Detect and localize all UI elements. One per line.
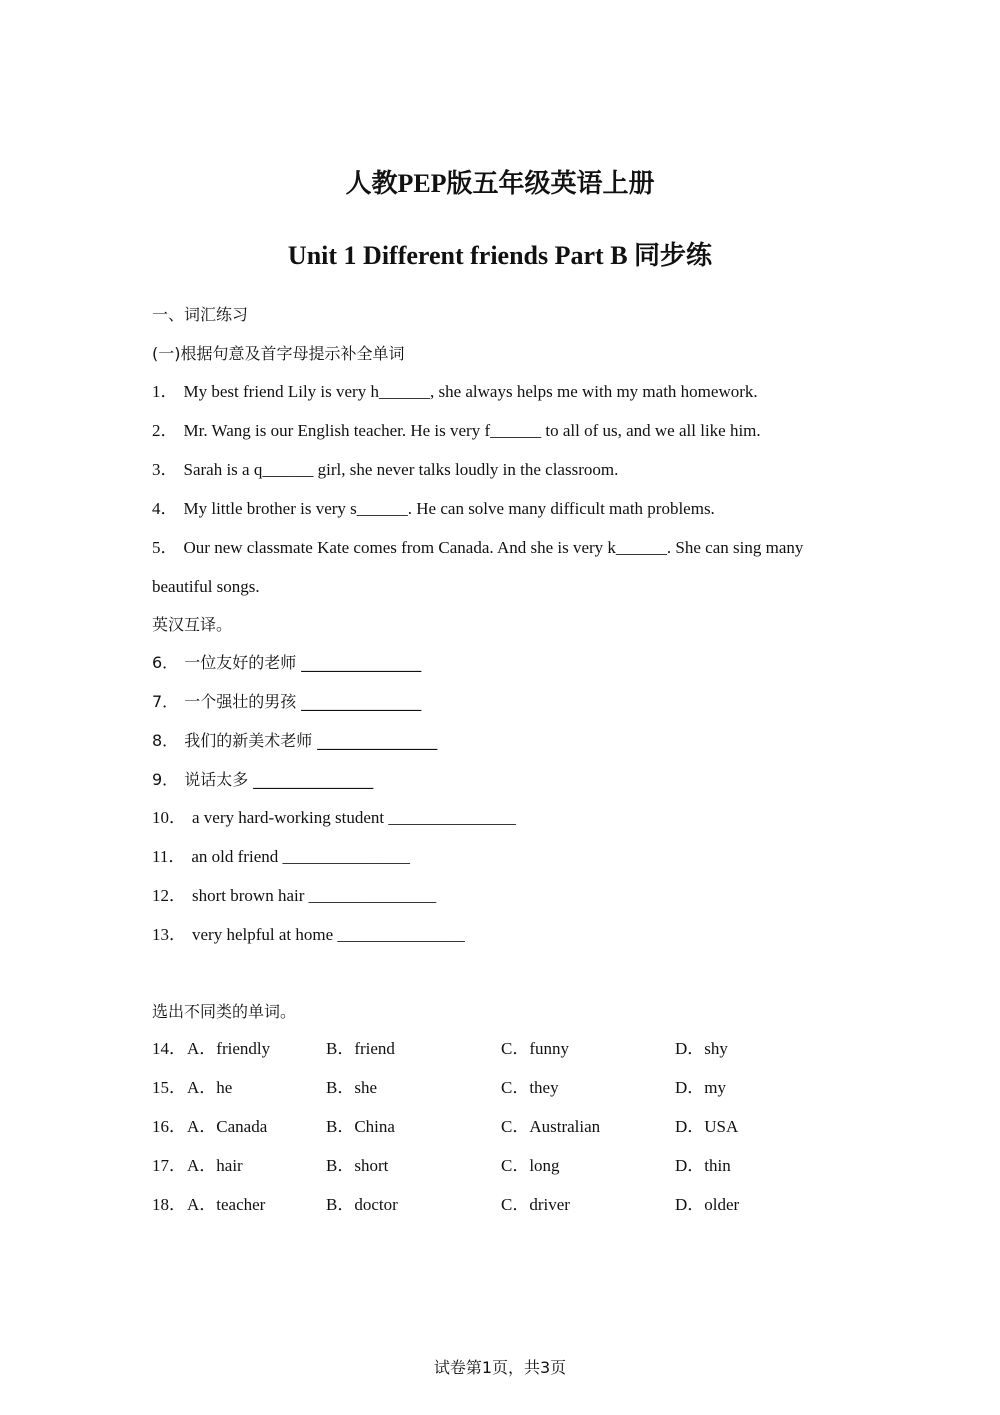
question-text: a very hard-working student _______________: [192, 808, 516, 827]
question-text: Mr. Wang is our English teacher. He is very f______ to all of us, and we all like him.: [183, 421, 761, 440]
question-text: Our new classmate Kate comes from Canada. And she is very k______. She can sing many: [183, 538, 804, 557]
option-c: C．funny: [501, 1039, 569, 1058]
section-heading-translation: 英汉互译。: [152, 615, 233, 634]
section-heading-odd-one-out: 选出不同类的单词。: [152, 1002, 297, 1021]
question-number: 1．: [152, 382, 178, 401]
option-d: D．older: [675, 1195, 740, 1214]
question-text: 说话太多 _______________: [184, 770, 374, 789]
question-17: [152, 1155, 852, 1177]
option-b: B．friend: [326, 1039, 395, 1058]
question-number: 10．: [152, 808, 186, 827]
question-number: 4．: [152, 499, 178, 518]
option-a: A．Canada: [187, 1117, 268, 1136]
exam-title-line2: Unit 1 Different friends Part B 同步练: [287, 241, 713, 270]
question-4: [152, 498, 715, 520]
question-10: [152, 807, 516, 829]
question-5-continuation: beautiful songs.: [152, 577, 260, 596]
question-12: [152, 885, 436, 907]
option-b: B．doctor: [326, 1195, 398, 1214]
option-d: D．my: [675, 1078, 726, 1097]
question-number: 18．: [152, 1195, 186, 1214]
option-a: A．hair: [187, 1156, 243, 1175]
question-text: short brown hair _______________: [192, 886, 437, 905]
question-number: 9．: [152, 770, 179, 789]
option-a: A．teacher: [187, 1195, 266, 1214]
question-13: [152, 924, 465, 946]
question-text: 一个强壮的男孩 _______________: [184, 692, 422, 711]
question-number: 12．: [152, 886, 186, 905]
option-c: C．they: [501, 1078, 559, 1097]
question-18: [152, 1194, 852, 1216]
question-5: [152, 537, 803, 559]
option-a: A．friendly: [187, 1039, 271, 1058]
option-a: A．he: [187, 1078, 233, 1097]
question-number: 5．: [152, 538, 178, 557]
option-c: C．driver: [501, 1195, 570, 1214]
question-text: an old friend _______________: [191, 847, 410, 866]
question-number: 2．: [152, 421, 178, 440]
question-number: 7．: [152, 692, 179, 711]
question-3: [152, 459, 618, 481]
question-11: [152, 846, 410, 868]
question-14: [152, 1038, 852, 1060]
option-d: D．USA: [675, 1117, 739, 1136]
page-footer: 试卷第1页，共3页: [433, 1358, 567, 1377]
question-15: [152, 1077, 852, 1099]
option-b: B．China: [326, 1117, 395, 1136]
question-7: [152, 691, 421, 713]
question-1: [152, 381, 758, 403]
question-number: 15．: [152, 1078, 186, 1097]
question-number: 16．: [152, 1117, 186, 1136]
question-text: My little brother is very s______. He can solve many difficult math problems.: [183, 499, 715, 518]
question-text: very helpful at home _______________: [192, 925, 465, 944]
question-number: 17．: [152, 1156, 186, 1175]
question-text: 我们的新美术老师 _______________: [184, 731, 438, 750]
question-text: My best friend Lily is very h______, she always helps me with my math homework.: [183, 382, 758, 401]
question-number: 6．: [152, 653, 179, 672]
question-number: 8．: [152, 731, 179, 750]
option-b: B．she: [326, 1078, 377, 1097]
question-text: Sarah is a q______ girl, she never talks loudly in the classroom.: [183, 460, 619, 479]
question-9: [152, 769, 373, 791]
question-number: 13．: [152, 925, 186, 944]
question-16: [152, 1116, 852, 1138]
question-number: 3．: [152, 460, 178, 479]
question-6: [152, 652, 421, 674]
option-c: C．Australian: [501, 1117, 601, 1136]
question-2: [152, 420, 761, 442]
question-8: [152, 730, 437, 752]
option-d: D．shy: [675, 1039, 728, 1058]
part-heading-fill-in: (一)根据句意及首字母提示补全单词: [152, 344, 405, 363]
option-b: B．short: [326, 1156, 389, 1175]
option-c: C．long: [501, 1156, 560, 1175]
exam-title-line1: 人教PEP版五年级英语上册: [345, 169, 655, 198]
question-text: 一位友好的老师 _______________: [184, 653, 422, 672]
question-number: 14．: [152, 1039, 186, 1058]
section-heading-vocabulary: 一、词汇练习: [152, 305, 249, 324]
question-number: 11．: [152, 847, 186, 866]
option-d: D．thin: [675, 1156, 731, 1175]
